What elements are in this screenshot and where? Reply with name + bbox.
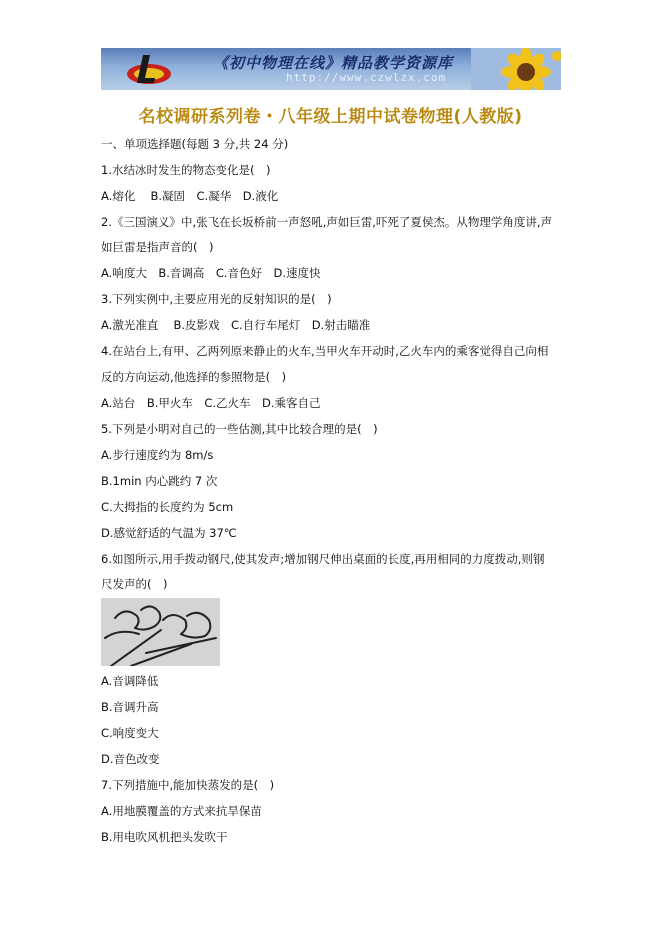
brand-text: 《初中物理在线》精品教学资源库 (213, 54, 454, 72)
site-logo-icon (125, 52, 175, 88)
ruler-figure (101, 598, 220, 666)
question-3-stem: 3.下列实例中,主要应用光的反射知识的是( ) (101, 292, 332, 306)
site-url: http://www.czwlzx.com (286, 71, 447, 84)
question-6-option-b: B.音调升高 (101, 700, 159, 714)
section-heading: 一、单项选择题(每题 3 分,共 24 分) (101, 137, 289, 151)
question-4-stem: 4.在站台上,有甲、乙两列原来静止的火车,当甲火车开动时,乙火车内的乘客觉得自己向相 (101, 344, 549, 358)
question-2-options: A.响度大 B.音调高 C.音色好 D.速度快 (101, 266, 321, 280)
question-5-option-c: C.大拇指的长度约为 5cm (101, 500, 234, 514)
header-banner (101, 48, 561, 90)
question-7-option-a: A.用地膜覆盖的方式来抗旱保苗 (101, 804, 262, 818)
question-7-stem: 7.下列措施中,能加快蒸发的是( ) (101, 778, 275, 792)
question-5-stem: 5.下列是小明对自己的一些估测,其中比较合理的是( ) (101, 422, 378, 436)
question-2-stem-cont: 如巨雷是指声音的( ) (101, 240, 214, 254)
question-3-options: A.激光准直 B.皮影戏 C.自行车尾灯 D.射击瞄准 (101, 318, 371, 332)
question-5-option-d: D.感觉舒适的气温为 37℃ (101, 526, 237, 540)
page-title: 名校调研系列卷・八年级上期中试卷物理(人教版) (138, 107, 523, 127)
question-4-options: A.站台 B.甲火车 C.乙火车 D.乘客自己 (101, 396, 321, 410)
question-6-stem-cont: 尺发声的( ) (101, 577, 168, 591)
question-2-stem: 2.《三国演义》中,张飞在长坂桥前一声怒吼,声如巨雷,吓死了夏侯杰。从物理学角度讲,声 (101, 215, 553, 229)
question-5-option-a: A.步行速度约为 8m/s (101, 448, 214, 462)
question-1-stem: 1.水结冰时发生的物态变化是( ) (101, 163, 271, 177)
question-6-option-c: C.响度变大 (101, 726, 159, 740)
question-7-option-b: B.用电吹风机把头发吹干 (101, 830, 228, 844)
question-4-stem-cont: 反的方向运动,他选择的参照物是( ) (101, 370, 287, 384)
question-5-option-b: B.1min 内心跳约 7 次 (101, 474, 218, 488)
question-6-option-d: D.音色改变 (101, 752, 160, 766)
question-6-option-a: A.音调降低 (101, 674, 159, 688)
question-6-stem: 6.如图所示,用手拨动钢尺,使其发声;增加钢尺伸出桌面的长度,再用相同的力度拨动,则钢 (101, 552, 545, 566)
question-1-options: A.熔化 B.凝固 C.凝华 D.液化 (101, 189, 279, 203)
sunflower-icon (471, 48, 561, 90)
